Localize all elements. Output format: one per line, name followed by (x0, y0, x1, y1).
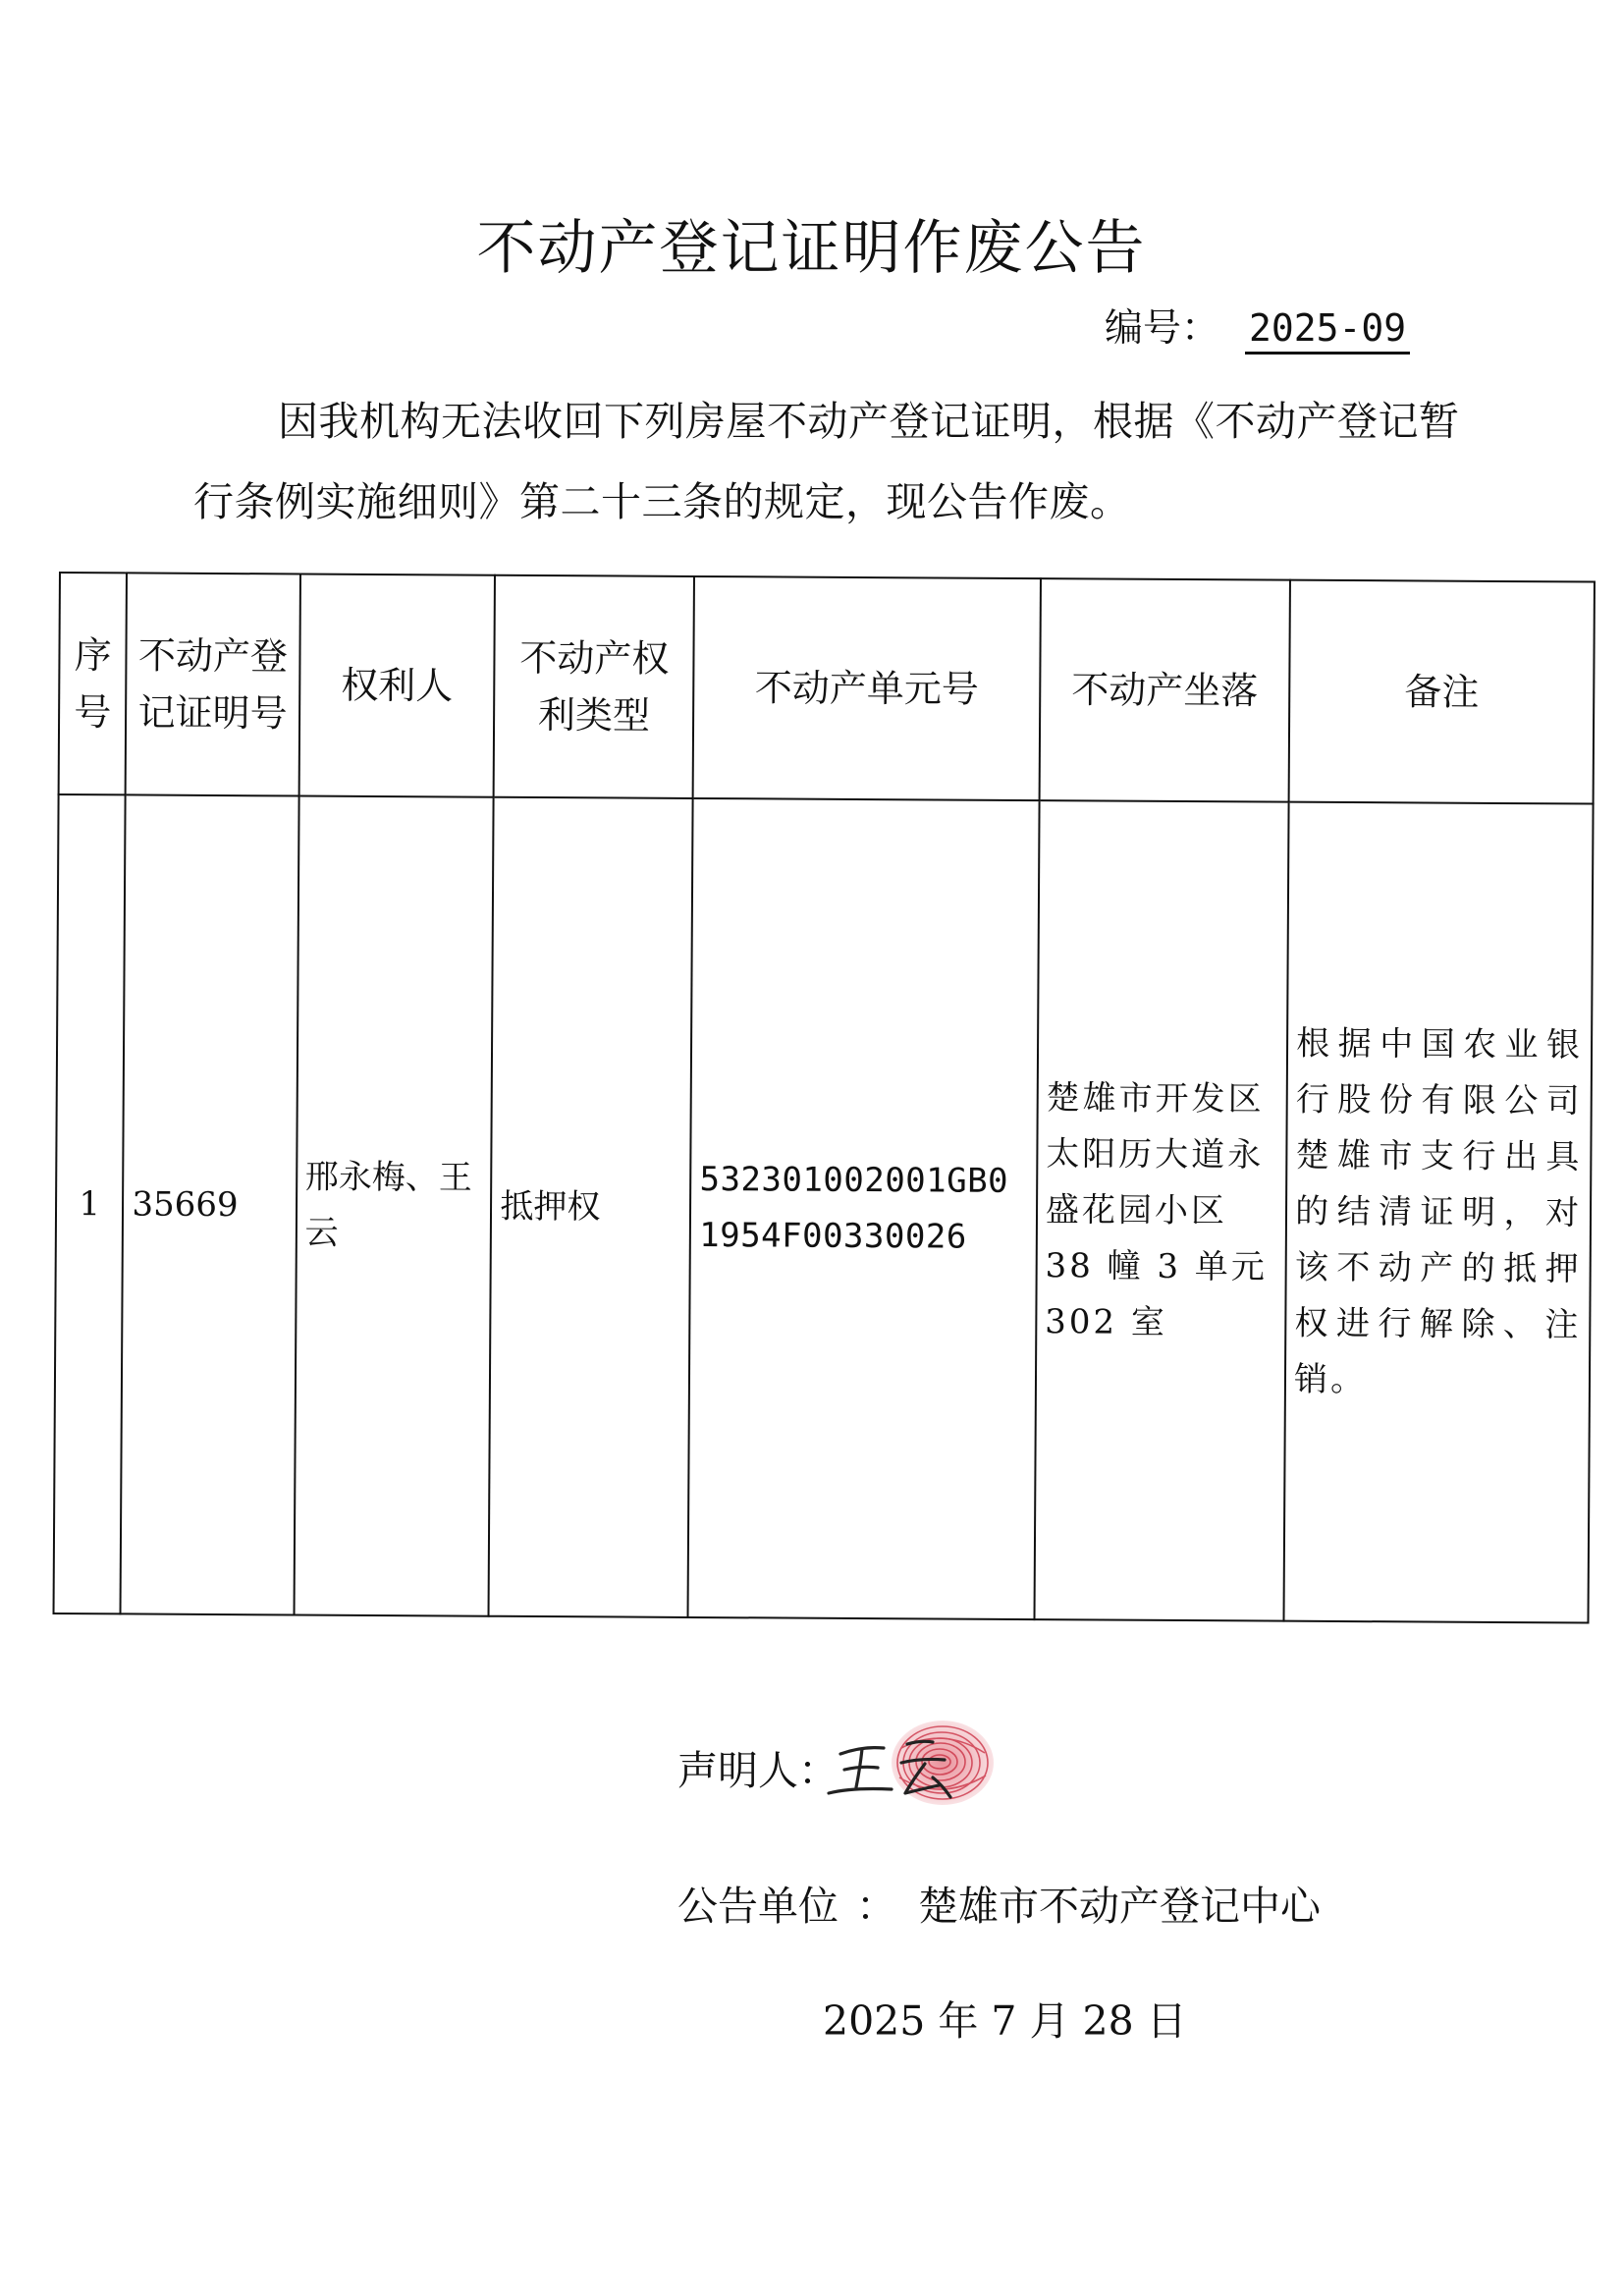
page-title: 不动产登记证明作废公告 (476, 214, 1147, 283)
header-seq: 序号 (59, 573, 128, 794)
issue-date: 2025 年 7 月 28 日 (823, 1997, 1187, 2045)
cell-seq: 1 (54, 794, 126, 1613)
document-number-label: 编号： (1105, 306, 1220, 351)
header-cert-no: 不动产登记证明号 (126, 573, 300, 795)
table-header-row (59, 573, 1595, 804)
issuer-colon: ： (856, 1883, 896, 1930)
cell-cert-no: 35669 (121, 794, 298, 1614)
header-unit-no: 不动产单元号 (693, 576, 1041, 800)
issuer-line (677, 1874, 1321, 1932)
issuer-label: 公告单位 (677, 1883, 839, 1930)
cell-location: 楚雄市开发区太阳历大道永盛花园小区 38 幢 3 单元 302 室 (1034, 800, 1288, 1621)
declarant-line (677, 1738, 839, 1796)
header-location: 不动产坐落 (1039, 578, 1290, 802)
issuer-name: 楚雄市不动产登记中心 (918, 1883, 1321, 1930)
cell-right-type: 抵押权 (489, 797, 693, 1617)
cell-unit-no: 532301002001GB01954F00330026 (688, 798, 1040, 1619)
header-holder: 权利人 (298, 574, 495, 797)
header-remark: 备注 (1289, 580, 1595, 804)
header-right-type: 不动产权利类型 (494, 575, 694, 798)
cell-holder: 邢永梅、王云 (294, 795, 494, 1615)
table-row (54, 794, 1594, 1623)
document-number-value: 2025-09 (1245, 306, 1410, 355)
document-number (1105, 298, 1410, 355)
void-notice-table (53, 572, 1596, 1624)
declarant-label: 声明人： (677, 1747, 839, 1794)
intro-paragraph: 因我机构无法收回下列房屋不动产登记证明，根据《不动产登记暂行条例实施细则》第二十三条的规定，现公告作废。 (193, 398, 1460, 525)
handwritten-signature-with-fingerprint (823, 1709, 1000, 1817)
cell-remark: 根据中国农业银行股份有限公司楚雄市支行出具的结清证明，对该不动产的抵押权进行解除、注销。 (1284, 802, 1594, 1623)
